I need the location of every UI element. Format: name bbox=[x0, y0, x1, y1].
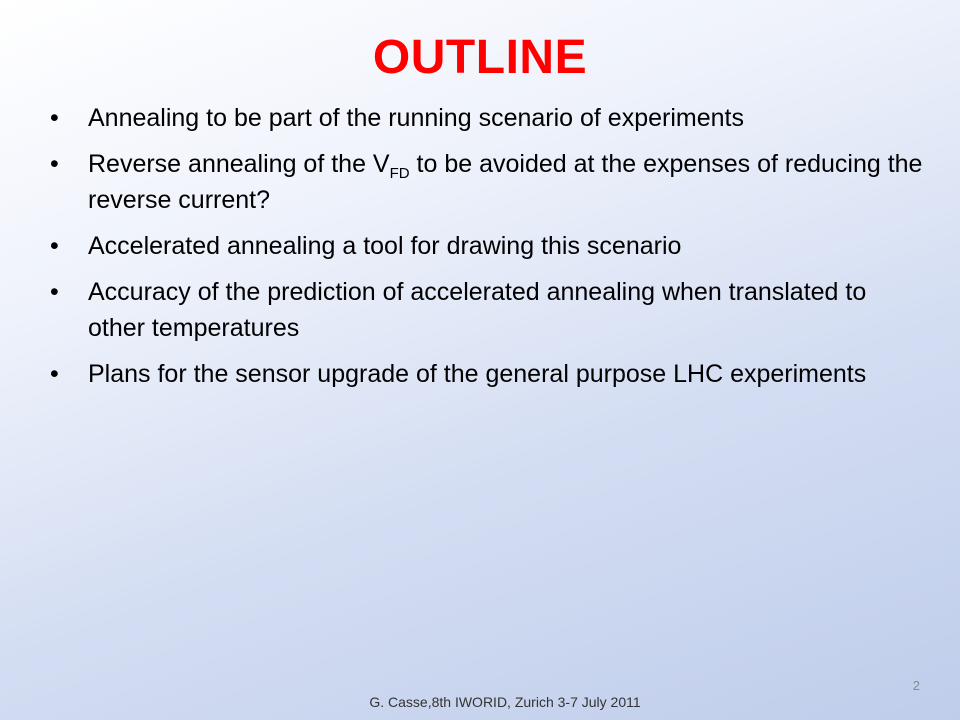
list-item bbox=[48, 356, 928, 392]
bullet-text: Annealing to be part of the running scenario of experiments bbox=[88, 104, 744, 132]
subscript-fd: FD bbox=[389, 165, 410, 182]
bullet-text: Plans for the sensor upgrade of the general purpose LHC experiments bbox=[88, 360, 867, 388]
bullet-text-part: to be avoided at the expenses of reducing the reverse current? bbox=[88, 150, 923, 214]
list-item bbox=[48, 146, 928, 218]
list-item bbox=[48, 274, 928, 346]
bullet-icon: • bbox=[50, 232, 59, 260]
bullet-list bbox=[48, 100, 928, 402]
list-item bbox=[48, 100, 928, 136]
bullet-icon: • bbox=[50, 278, 59, 306]
bullet-text-part: Reverse annealing of the V bbox=[88, 150, 390, 178]
bullet-icon: • bbox=[50, 360, 59, 388]
bullet-text: Accelerated annealing a tool for drawing this scenario bbox=[88, 232, 682, 260]
page-number: 2 bbox=[912, 678, 920, 693]
slide-title: OUTLINE bbox=[372, 31, 588, 84]
bullet-text: Accuracy of the prediction of accelerated annealing when translated to other temperatures bbox=[88, 278, 867, 342]
bullet-icon: • bbox=[50, 104, 59, 132]
list-item bbox=[48, 228, 928, 264]
footer-text: G. Casse,8th IWORID, Zurich 3-7 July 2011 bbox=[369, 694, 641, 710]
bullet-text bbox=[88, 150, 922, 214]
bullet-icon: • bbox=[50, 150, 59, 178]
